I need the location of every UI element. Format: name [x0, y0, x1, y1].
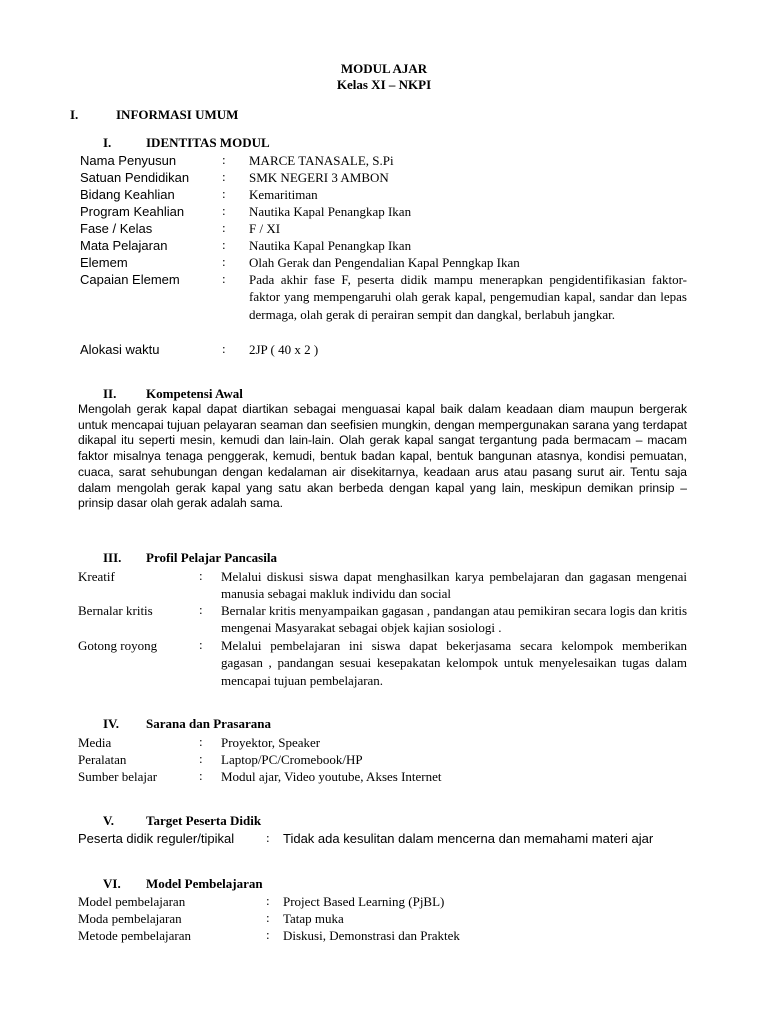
identitas-value: Olah Gerak dan Pengendalian Kapal Penngkap Ikan [249, 255, 520, 270]
colon: : [222, 237, 226, 252]
identitas-label: Nama Penyusun [80, 153, 177, 168]
model-value: Diskusi, Demonstrasi dan Praktek [283, 928, 460, 943]
subsection-number: VI. [103, 876, 121, 891]
subsection-number: II. [103, 386, 117, 401]
subsection-number: V. [103, 813, 114, 828]
identitas-value: 2JP ( 40 x 2 ) [249, 342, 319, 357]
colon: : [222, 186, 226, 201]
subsection-title: Kompetensi Awal [146, 386, 243, 401]
colon: : [266, 910, 270, 925]
colon: : [222, 271, 226, 286]
subsection-number: III. [103, 550, 122, 565]
document-subtitle: Kelas XI – NKPI [336, 77, 432, 92]
profil-label: Kreatif [78, 569, 115, 584]
model-label: Metode pembelajaran [78, 928, 191, 943]
identitas-value: MARCE TANASALE, S.Pi [249, 153, 394, 168]
subsection-title: Target Peserta Didik [146, 813, 262, 828]
identitas-label: Program Keahlian [80, 204, 185, 219]
profil-label: Gotong royong [78, 638, 158, 653]
sarana-value: Laptop/PC/Cromebook/HP [221, 752, 363, 767]
colon: : [266, 893, 270, 908]
colon: : [222, 203, 226, 218]
document-title: MODUL AJAR [340, 61, 428, 76]
sarana-label: Sumber belajar [78, 769, 158, 784]
colon: : [199, 637, 203, 652]
profil-value: Melalui pembelajaran ini siswa dapat bekerjasama secara kelompok memberikan gagasan , pandangan sesuai kesepakatan kelompok untuk menyelesaikan tugas dalam mencapai tujuan pembelajaran. [221, 638, 687, 688]
profil-value: Bernalar kritis menyampaikan gagasan , pandangan atau pemikiran secara logis dan kritis mengenai Masyarakat sebagai objek kajian sosiologi . [221, 603, 687, 636]
identitas-label: Alokasi waktu [80, 342, 160, 357]
target-value: Tidak ada kesulitan dalam mencerna dan memahami materi ajar [283, 831, 654, 846]
identitas-label: Fase / Kelas [80, 221, 153, 236]
subsection-title: Model Pembelajaran [146, 876, 263, 891]
colon: : [199, 602, 203, 617]
colon: : [199, 568, 203, 583]
section-title: INFORMASI UMUM [116, 107, 239, 122]
identitas-value: Nautika Kapal Penangkap Ikan [249, 238, 412, 253]
sarana-label: Media [78, 735, 112, 750]
identitas-label: Capaian Elemem [80, 272, 180, 287]
model-label: Model pembelajaran [78, 894, 186, 909]
kompetensi-paragraph: Mengolah gerak kapal dapat diartikan sebagai menguasai kapal baik dalam keadaan diam maupun bergerak untuk mencapai tujuan pelayaran seaman dan seefisien mungkin, dengan mempergunakan sarana yang terdapat dikapal itu seperti mesin, kemudi dan lain-lain. Olah gerak kapal sangat tergantung pada bermacam – macam faktor misalnya tenaga penggerak, kemudi, bentuk badan kapal, bentuk bangunan atasnya, kondisi pemuatan, cuaca, sarat sehubungan dengan kedalaman air disekitarnya, keadaan arus atau pasang surut air. Tentu saja dalam mengolah gerak kapal yang satu akan berbeda dengan kapal yang lain, meskipun demikan prinsip – prinsip dasar olah gerak adalah sama. [78, 402, 687, 511]
colon: : [199, 768, 203, 783]
model-value: Tatap muka [283, 911, 344, 926]
identitas-label: Satuan Pendidikan [80, 170, 190, 185]
colon: : [222, 254, 226, 269]
identitas-value: F / XI [249, 221, 281, 236]
colon: : [199, 751, 203, 766]
identitas-value: Nautika Kapal Penangkap Ikan [249, 204, 412, 219]
colon: : [222, 169, 226, 184]
sarana-value: Modul ajar, Video youtube, Akses Internet [221, 769, 442, 784]
identitas-value: Pada akhir fase F, peserta didik mampu menerapkan pengidentifikasian faktor-faktor yang mempengaruhi olah gerak kapal, pengemudian kapal, sandar dan lepas dermaga, olah gerak di perairan sempit dan dangkal, berlabuh jangkar. [249, 272, 687, 322]
identitas-label: Mata Pelajaran [80, 238, 168, 253]
subsection-number: I. [103, 135, 112, 150]
colon: : [222, 220, 226, 235]
profil-label: Bernalar kritis [78, 603, 153, 618]
sarana-value: Proyektor, Speaker [221, 735, 321, 750]
model-value: Project Based Learning (PjBL) [283, 894, 445, 909]
colon: : [266, 830, 270, 845]
colon: : [222, 341, 226, 356]
colon: : [222, 152, 226, 167]
identitas-label: Elemem [80, 255, 128, 270]
subsection-title: Profil Pelajar Pancasila [146, 550, 277, 565]
identitas-value: Kemaritiman [249, 187, 318, 202]
identitas-value: SMK NEGERI 3 AMBON [249, 170, 389, 185]
sarana-label: Peralatan [78, 752, 127, 767]
model-label: Moda pembelajaran [78, 911, 182, 926]
colon: : [266, 927, 270, 942]
subsection-title: Sarana dan Prasarana [146, 716, 271, 731]
subsection-number: IV. [103, 716, 120, 731]
colon: : [199, 734, 203, 749]
target-label: Peserta didik reguler/tipikal [78, 831, 235, 846]
subsection-title: IDENTITAS MODUL [146, 135, 270, 150]
section-number: I. [70, 107, 79, 122]
profil-value: Melalui diskusi siswa dapat menghasilkan karya pembelajaran dan gagasan mengenai manusia sebagai makluk individu dan social [221, 569, 687, 602]
identitas-label: Bidang Keahlian [80, 187, 175, 202]
